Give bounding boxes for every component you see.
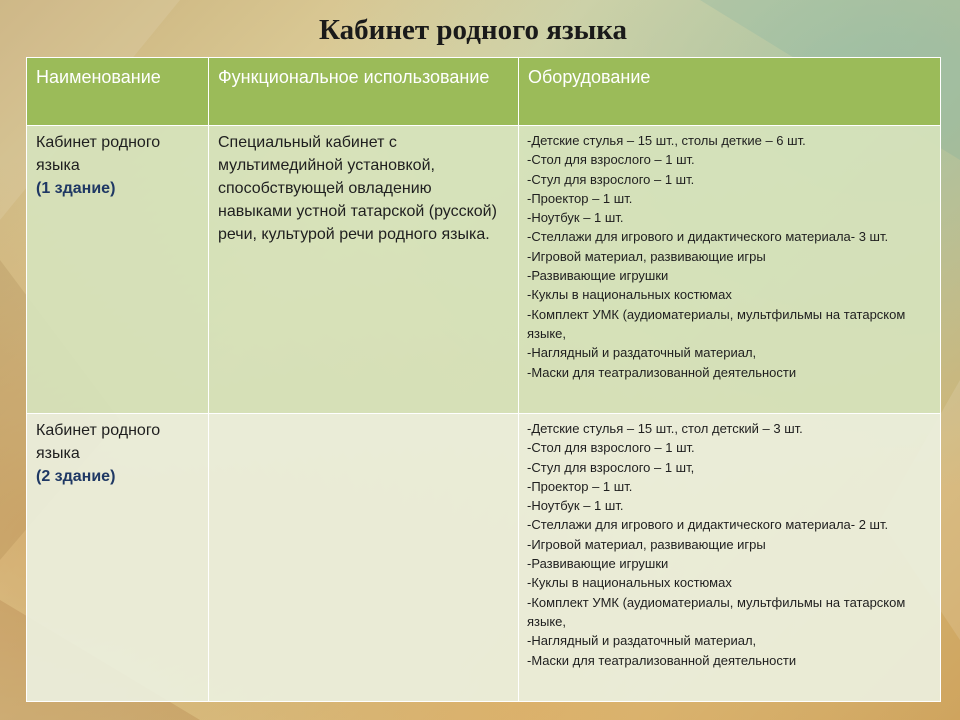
room-name: Кабинет родного языка xyxy=(36,422,161,462)
equipment-cell xyxy=(519,414,941,702)
equipment-item: -Развивающие игрушки xyxy=(527,268,669,284)
equipment-item: -Детские стулья – 15 шт., столы деткие – 6 шт. xyxy=(527,133,806,148)
equipment-item: -Стул для взрослого – 1 шт, xyxy=(527,459,695,475)
header-equipment: Оборудование xyxy=(519,58,941,126)
equipment-item: -Куклы в национальных костюмах xyxy=(527,287,732,303)
equipment-item: -Стеллажи для игрового и дидактического материала- 2 шт. xyxy=(527,517,889,533)
table-header-row xyxy=(27,58,941,126)
equipment-table xyxy=(26,57,941,702)
equipment-item: -Комплект УМК (аудиоматериалы, мультфильмы на татарском языке, xyxy=(527,594,906,629)
equipment-item: -Стул для взрослого – 1 шт. xyxy=(527,171,695,187)
equipment-item: -Маски для театрализованной деятельности xyxy=(527,652,797,668)
building-label: (1 здание) xyxy=(36,180,116,197)
equipment-item: -Игровой материал, развивающие игры xyxy=(527,248,766,264)
equipment-item: -Ноутбук – 1 шт. xyxy=(527,498,624,514)
equipment-cell xyxy=(519,126,941,414)
room-name-cell xyxy=(27,414,209,702)
equipment-item: -Ноутбук – 1 шт. xyxy=(527,210,624,226)
header-name: Наименование xyxy=(27,58,209,126)
equipment-item: -Проектор – 1 шт. xyxy=(527,190,633,206)
room-name-cell xyxy=(27,126,209,414)
equipment-item: -Маски для театрализованной деятельности xyxy=(527,364,797,380)
function-cell xyxy=(209,414,519,702)
building-label: (2 здание) xyxy=(36,468,116,485)
page-title: Кабинет родного языка xyxy=(318,14,628,46)
equipment-item: -Детские стулья – 15 шт., стол детский – 3 шт. xyxy=(527,421,803,436)
room-name: Кабинет родного языка xyxy=(36,134,161,174)
equipment-item: -Наглядный и раздаточный материал, xyxy=(527,345,757,361)
function-cell: Специальный кабинет с мультимедийной установкой, способствующей овладению навыками устной татарской (русской) речи, культурой речи родного языка. xyxy=(209,126,519,414)
equipment-item: -Стеллажи для игрового и дидактического материала- 3 шт. xyxy=(527,229,889,245)
equipment-item: -Стол для взрослого – 1 шт. xyxy=(527,440,695,456)
equipment-item: -Игровой материал, развивающие игры xyxy=(527,536,766,552)
header-function: Функциональное использование xyxy=(209,58,519,126)
equipment-item: -Стол для взрослого – 1 шт. xyxy=(527,152,695,168)
table-row xyxy=(27,414,941,702)
equipment-item: -Комплект УМК (аудиоматериалы, мультфильмы на татарском языке, xyxy=(527,306,906,341)
equipment-item: -Проектор – 1 шт. xyxy=(527,478,633,494)
equipment-item: -Развивающие игрушки xyxy=(527,556,669,572)
equipment-item: -Куклы в национальных костюмах xyxy=(527,575,732,591)
table-row xyxy=(27,126,941,414)
equipment-item: -Наглядный и раздаточный материал, xyxy=(527,633,757,649)
